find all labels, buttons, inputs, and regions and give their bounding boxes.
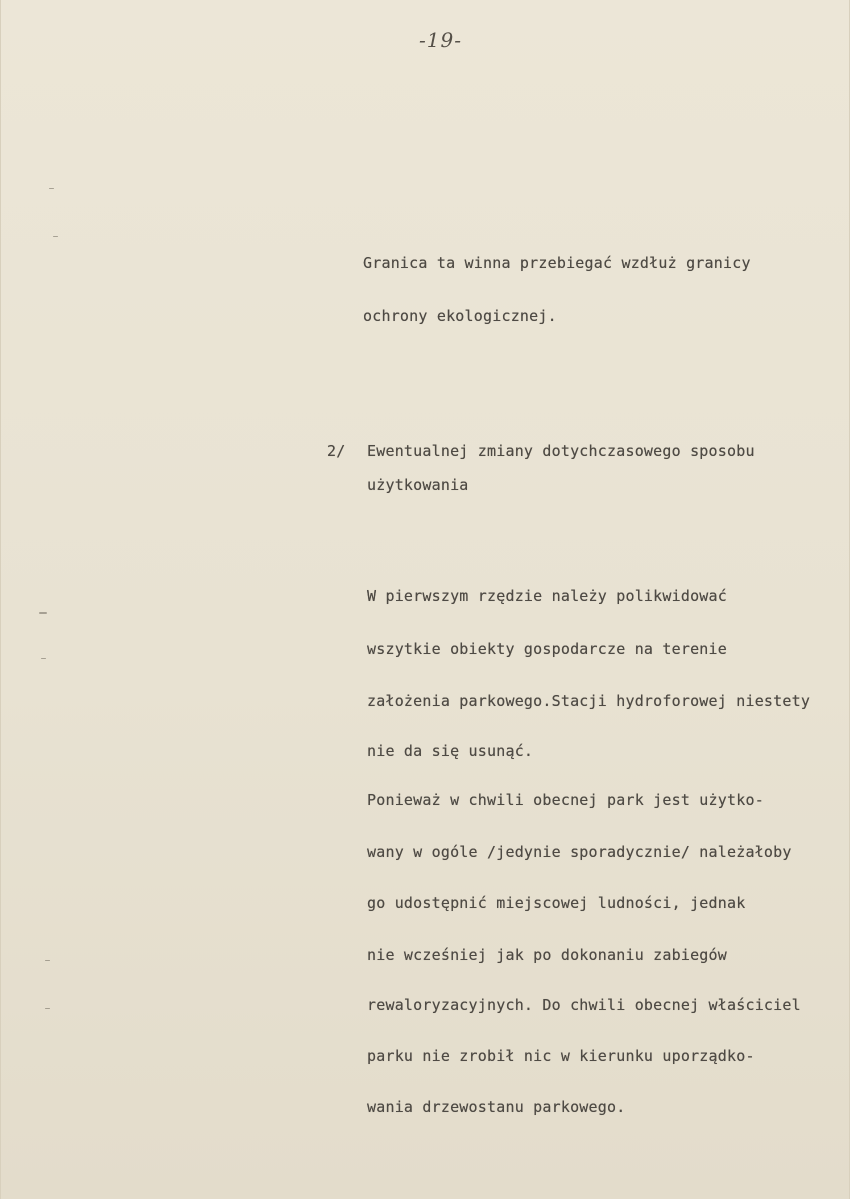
text-line: ochrony ekologicznej. (363, 307, 557, 325)
margin-mark (45, 960, 50, 961)
list-marker: 2/ (327, 442, 346, 460)
text-line: założenia parkowego.Stacji hydroforowej niestety (367, 692, 811, 710)
page-number: -19- (419, 28, 462, 52)
text-line: Ponieważ w chwili obecnej park jest użytko- (367, 791, 764, 809)
text-line: Ewentualnej zmiany dotychczasowego sposobu (367, 442, 755, 460)
margin-mark (49, 188, 54, 189)
text-line: wania drzewostanu parkowego. (367, 1098, 626, 1116)
text-line: go udostępnić miejscowej ludności, jednak (367, 894, 746, 912)
margin-mark (39, 612, 47, 614)
margin-mark (45, 1008, 50, 1009)
text-line: nie da się usunąć. (367, 742, 534, 760)
margin-mark (41, 658, 46, 659)
text-line: wany w ogóle /jedynie sporadycznie/ należałoby (367, 843, 792, 861)
text-line: wszytkie obiekty gospodarcze na terenie (367, 640, 727, 658)
text-line: rewaloryzacyjnych. Do chwili obecnej właściciel (367, 996, 801, 1014)
text-line: Granica ta winna przebiegać wzdłuż granicy (363, 254, 751, 272)
text-line: parku nie zrobił nic w kierunku uporządko- (367, 1047, 755, 1065)
text-line: nie wcześniej jak po dokonaniu zabiegów (367, 946, 727, 964)
text-line: użytkowania (367, 476, 469, 494)
margin-mark (53, 236, 58, 237)
text-line: W pierwszym rzędzie należy polikwidować (367, 587, 727, 605)
